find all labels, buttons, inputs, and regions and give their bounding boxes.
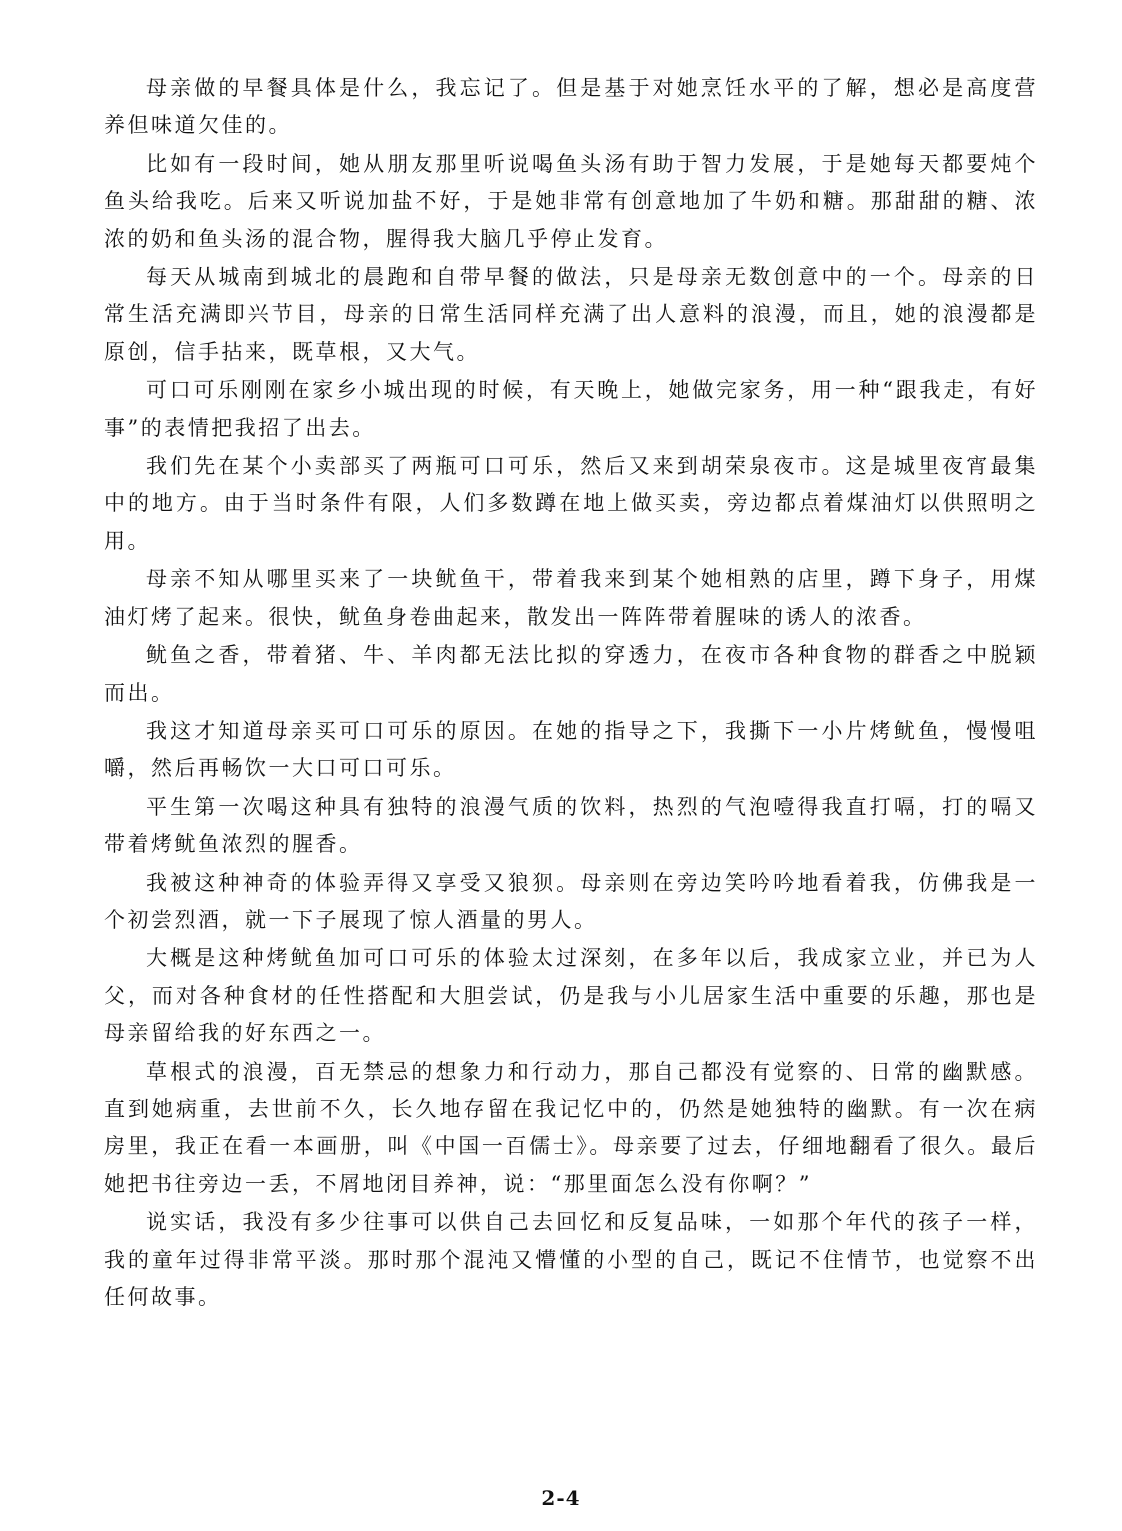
paragraph-5: 我们先在某个小卖部买了两瓶可口可乐，然后又来到胡荣泉夜市。这是城里夜宵最集中的地方。由于当时条件有限，人们多数蹲在地上做买卖，旁边都点着煤油灯以供照明之用。 — [104, 454, 1038, 553]
paragraph-1: 母亲做的早餐具体是什么，我忘记了。但是基于对她烹饪水平的了解，想必是高度营养但味道欠佳的。 — [104, 76, 1038, 138]
paragraph-4: 可口可乐刚刚在家乡小城出现的时候，有天晚上，她做完家务，用一种“跟我走，有好事”的表情把我招了出去。 — [104, 378, 1038, 440]
paragraph-12: 草根式的浪漫，百无禁忌的想象力和行动力，那自己都没有觉察的、日常的幽默感。直到她病重，去世前不久，长久地存留在我记忆中的，仍然是她独特的幽默。有一次在病房里，我正在看一本画册，叫《中国一百儒士》。母亲要了过去，仔细地翻看了很久。最后她把书往旁边一丢，不屑地闭目养神，说：“那里面怎么没有你啊？” — [104, 1059, 1038, 1196]
paragraph-3: 每天从城南到城北的晨跑和自带早餐的做法，只是母亲无数创意中的一个。母亲的日常生活充满即兴节目，母亲的日常生活同样充满了出人意料的浪漫，而且，她的浪漫都是原创，信手拈来，既草根，又大气。 — [104, 265, 1038, 364]
paragraph-6: 母亲不知从哪里买来了一块鱿鱼干，带着我来到某个她相熟的店里，蹲下身子，用煤油灯烤了起来。很快，鱿鱼身卷曲起来，散发出一阵阵带着腥味的诱人的浓香。 — [104, 567, 1038, 629]
paragraph-8: 我这才知道母亲买可口可乐的原因。在她的指导之下，我撕下一小片烤鱿鱼，慢慢咀嚼，然后再畅饮一大口可口可乐。 — [104, 718, 1038, 781]
document-body — [104, 70, 1038, 1317]
paragraph-11: 大概是这种烤鱿鱼加可口可乐的体验太过深刻，在多年以后，我成家立业，并已为人父，而对各种食材的任性搭配和大胆尝试，仍是我与小儿居家生活中重要的乐趣，那也是母亲留给我的好东西之一。 — [104, 946, 1038, 1046]
paragraph-13: 说实话，我没有多少往事可以供自己去回忆和反复品味，一如那个年代的孩子一样，我的童年过得非常平淡。那时那个混沌又懵懂的小型的自己，既记不住情节，也觉察不出任何故事。 — [104, 1210, 1038, 1309]
paragraph-10: 我被这种神奇的体验弄得又享受又狼狈。母亲则在旁边笑吟吟地看着我，仿佛我是一个初尝烈酒，就一下子展现了惊人酒量的男人。 — [104, 870, 1038, 932]
page-number: 2-4 — [541, 1486, 581, 1510]
paragraph-7: 鱿鱼之香，带着猪、牛、羊肉都无法比拟的穿透力，在夜市各种食物的群香之中脱颖而出。 — [104, 643, 1038, 705]
paragraph-9: 平生第一次喝这种具有独特的浪漫气质的饮料，热烈的气泡噎得我直打嗝，打的嗝又带着烤鱿鱼浓烈的腥香。 — [104, 794, 1038, 857]
paragraph-2: 比如有一段时间，她从朋友那里听说喝鱼头汤有助于智力发展，于是她每天都要炖个鱼头给我吃。后来又听说加盐不好，于是她非常有创意地加了牛奶和糖。那甜甜的糖、浓浓的奶和鱼头汤的混合物，腥得我大脑几乎停止发育。 — [104, 151, 1038, 251]
